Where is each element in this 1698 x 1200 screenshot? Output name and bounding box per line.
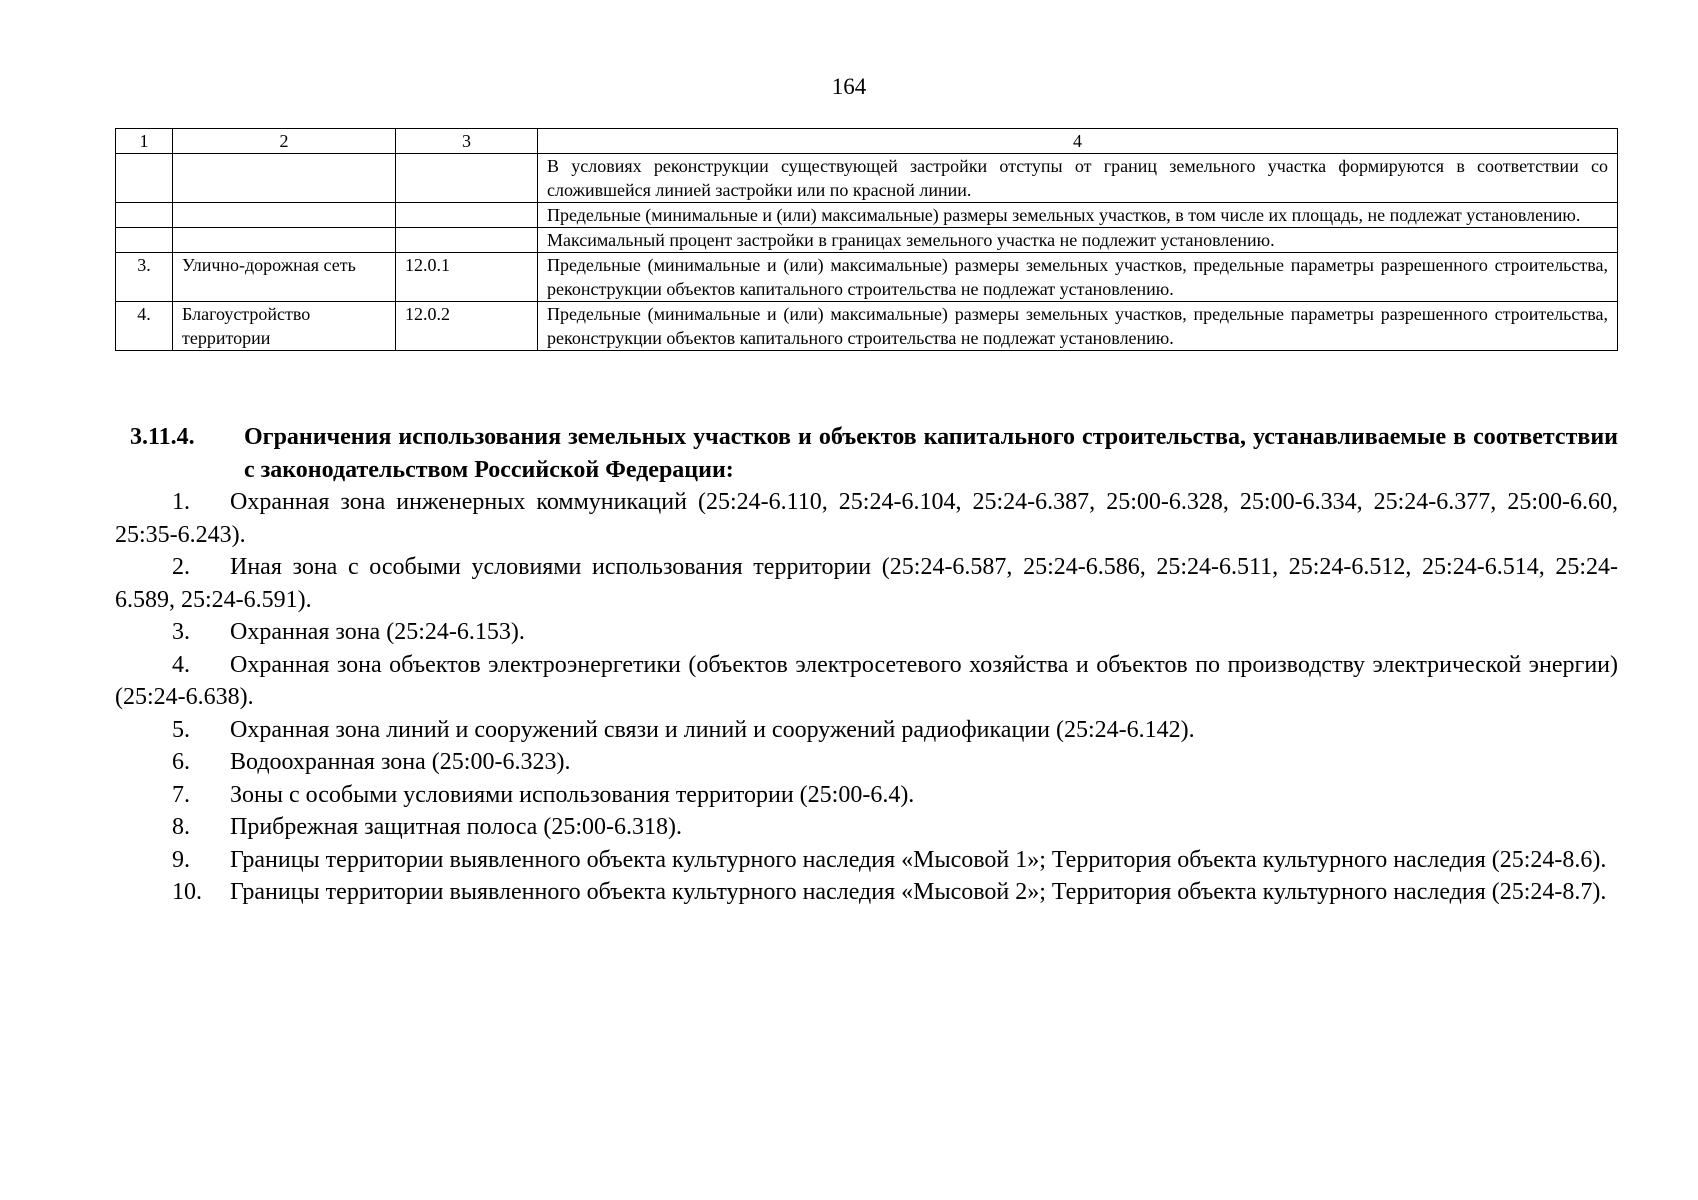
list-item-text: Охранная зона инженерных коммуникаций (25:24-6.110, 25:24-6.104, 25:24-6.387, 25:00-6.328, 25:00-6.334, 25:24-6.377, 25:00-6.60, 25:35-6.243).: [115, 489, 1618, 548]
page-number: 164: [831, 74, 867, 99]
table-cell-empty: [396, 228, 538, 253]
table-cell-name: Благоустройство территории: [173, 302, 396, 351]
table-header-cell: 2: [173, 129, 396, 154]
table-cell-code: 12.0.1: [396, 253, 538, 302]
list-item-number: 8.: [172, 814, 190, 840]
section-title: Ограничения использования земельных участков и объектов капитального строительства, устанавливаемые в соответствии с законодательством Российской Федерации:: [244, 424, 1618, 483]
table-cell-empty: [173, 228, 396, 253]
table-header-row: [116, 129, 1618, 154]
table-cell-text: Предельные (минимальные и (или) максимальные) размеры земельных участков, предельные параметры разрешенного строительства, реконструкции объектов капитального строительства не подлежат установлению.: [538, 253, 1618, 302]
list-item-text: Границы территории выявленного объекта культурного наследия «Мысовой 2»; Территория объекта культурного наследия (25:24-8.7).: [230, 879, 1607, 905]
table-cell-name: Улично-дорожная сеть: [173, 253, 396, 302]
table-row: [116, 253, 1618, 302]
list-item: [115, 616, 1618, 649]
table-cell-number: 4.: [116, 302, 173, 351]
table-row: [116, 228, 1618, 253]
table-row: [116, 203, 1618, 228]
list-item-text: Охранная зона (25:24-6.153).: [230, 619, 525, 645]
list-item: [115, 844, 1618, 877]
list-item-number: 2.: [172, 554, 190, 580]
table-row: [116, 302, 1618, 351]
list-item: [115, 876, 1618, 909]
table-cell-empty: [173, 154, 396, 203]
table-cell-text: Предельные (минимальные и (или) максимальные) размеры земельных участков, в том числе их площадь, не подлежат установлению.: [538, 203, 1618, 228]
table-cell-text: Предельные (минимальные и (или) максимальные) размеры земельных участков, предельные параметры разрешенного строительства, реконструкции объектов капитального строительства не подлежат установлению.: [538, 302, 1618, 351]
table-cell-empty: [116, 228, 173, 253]
list-item: [115, 649, 1618, 714]
table-cell-empty: [173, 203, 396, 228]
list-item: [115, 811, 1618, 844]
list-item-number: 1.: [172, 489, 190, 515]
list-item-text: Иная зона с особыми условиями использования территории (25:24-6.587, 25:24-6.586, 25:24-6.511, 25:24-6.512, 25:24-6.514, 25:24-6.589, 25:24-6.591).: [115, 554, 1618, 613]
restrictions-section: [115, 421, 1618, 909]
list-item-text: Водоохранная зона (25:00-6.323).: [230, 749, 571, 775]
section-number: 3.11.4.: [130, 424, 195, 450]
table-cell-text: Максимальный процент застройки в границах земельного участка не подлежит установлению.: [538, 228, 1618, 253]
list-item-text: Охранная зона линий и сооружений связи и линий и сооружений радиофикации (25:24-6.142).: [230, 716, 1195, 743]
table-cell-empty: [396, 203, 538, 228]
list-item-number: 4.: [172, 651, 190, 678]
table-cell-code: 12.0.2: [396, 302, 538, 351]
table-header-cell: 1: [116, 129, 173, 154]
table-row: [116, 154, 1618, 203]
list-item: [115, 779, 1618, 812]
list-item-number: 7.: [172, 781, 190, 808]
parameters-table: [115, 128, 1618, 351]
list-item-text: Охранная зона объектов электроэнергетики (объектов электросетевого хозяйства и объектов по производству электрической энергии) (25:24-6.638).: [115, 651, 1618, 710]
list-item-text: Границы территории выявленного объекта культурного наследия «Мысовой 1»; Территория объекта культурного наследия (25:24-8.6).: [230, 846, 1607, 873]
list-item-number: 10.: [172, 879, 202, 905]
restrictions-list: [115, 486, 1618, 909]
list-item-text: Зоны с особыми условиями использования территории (25:00-6.4).: [230, 781, 915, 808]
table-cell-empty: [396, 154, 538, 203]
table-header-cell: 3: [396, 129, 538, 154]
section-heading: [115, 421, 1618, 486]
list-item-number: 3.: [172, 619, 190, 645]
list-item-number: 5.: [172, 716, 190, 743]
list-item: [115, 746, 1618, 779]
list-item: [115, 714, 1618, 747]
table-cell-empty: [116, 154, 173, 203]
table-header-cell: 4: [538, 129, 1618, 154]
list-item-text: Прибрежная защитная полоса (25:00-6.318).: [230, 814, 682, 840]
table-cell-text: В условиях реконструкции существующей застройки отступы от границ земельного участка формируются в соответствии со сложившейся линией застройки или по красной линии.: [538, 154, 1618, 203]
list-item: [115, 551, 1618, 616]
list-item: [115, 486, 1618, 551]
table-cell-empty: [116, 203, 173, 228]
table-cell-number: 3.: [116, 253, 173, 302]
list-item-number: 6.: [172, 749, 190, 775]
list-item-number: 9.: [172, 846, 190, 873]
